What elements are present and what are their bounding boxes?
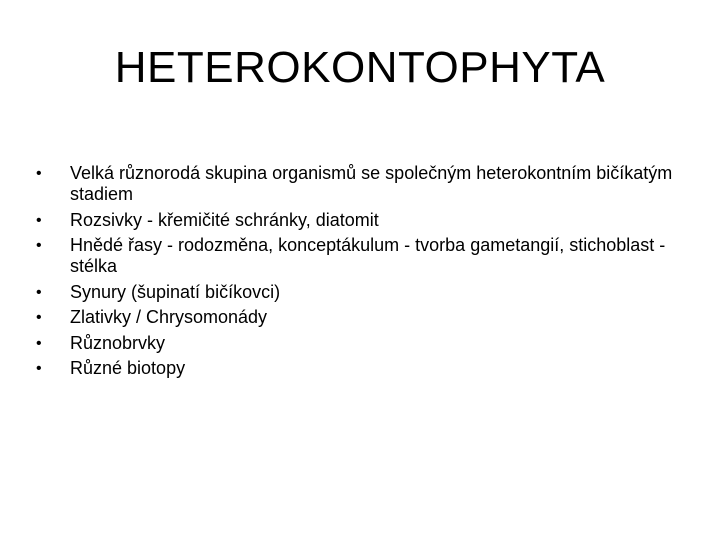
- bullet-list: [36, 163, 686, 384]
- bullet-icon: •: [36, 334, 42, 352]
- bullet-icon: •: [36, 211, 42, 229]
- bullet-icon: •: [36, 360, 42, 377]
- bullet-text: Synury (šupinatí bičíkovci): [70, 281, 281, 302]
- bullet-icon: •: [36, 165, 42, 182]
- bullet-text: Zlativky / Chrysomonády: [70, 307, 268, 327]
- bullet-text: Velká různorodá skupina organismů se společným heterokontním bičíkatým stadiem: [70, 163, 673, 204]
- slide-title: HETEROKONTOPHYTA: [114, 43, 606, 92]
- bullet-item: [36, 333, 686, 354]
- bullet-icon: •: [36, 309, 42, 326]
- bullet-icon: •: [36, 283, 42, 301]
- bullet-item: [36, 235, 686, 277]
- bullet-item: [36, 307, 686, 328]
- bullet-item: [36, 282, 686, 303]
- bullet-item: [36, 210, 686, 231]
- bullet-item: [36, 163, 686, 205]
- bullet-icon: •: [36, 237, 42, 254]
- bullet-item: [36, 358, 686, 379]
- bullet-text: Rozsivky - křemičité schránky, diatomit: [70, 209, 379, 230]
- bullet-text: Různobrvky: [70, 332, 166, 353]
- bullet-text: Různé biotopy: [70, 358, 186, 378]
- bullet-text: Hnědé řasy - rodozměna, konceptákulum - tvorba gametangií, stichoblast - stélka: [70, 235, 666, 276]
